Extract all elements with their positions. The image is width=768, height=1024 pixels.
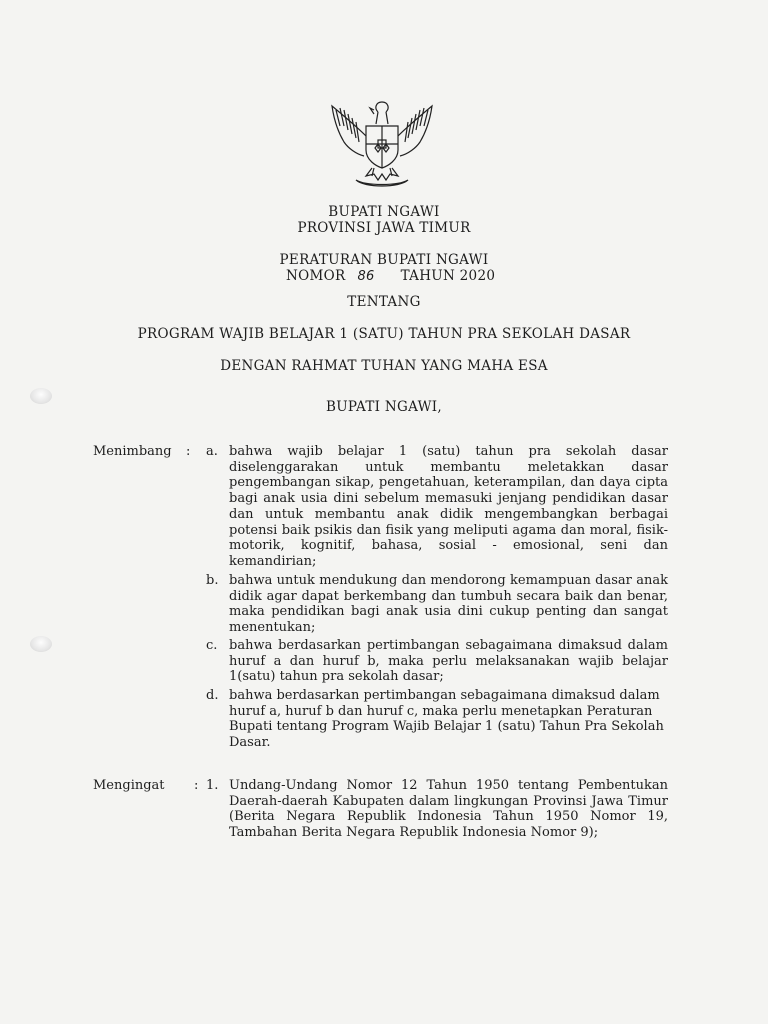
menimbang-label: Menimbang xyxy=(93,444,172,459)
nomor-value: 86 xyxy=(357,269,375,284)
regent-heading: BUPATI NGAWI xyxy=(328,204,440,220)
item-marker: b. xyxy=(206,573,219,588)
item-marker: c. xyxy=(206,638,218,653)
regulation-number-line xyxy=(286,268,495,284)
menimbang-item-d: bahwa berdasarkan pertimbangan sebagaimana dimaksud dalam huruf a, huruf b dan huruf c, maka perlu menetapkan Peraturan Bupati tentang Program Wajib Belajar 1 (satu) Tahun Pra Sekolah Dasar. xyxy=(229,688,664,751)
menimbang-colon: : xyxy=(186,444,191,459)
item-marker: 1. xyxy=(206,778,219,793)
invocation: DENGAN RAHMAT TUHAN YANG MAHA ESA xyxy=(220,358,548,374)
nomor-label: NOMOR xyxy=(286,268,346,284)
item-marker: a. xyxy=(206,444,218,459)
addressee: BUPATI NGAWI, xyxy=(326,399,442,415)
tentang-heading: TENTANG xyxy=(347,294,421,310)
mengingat-colon: : xyxy=(194,778,199,793)
regulation-title: PROGRAM WAJIB BELAJAR 1 (SATU) TAHUN PRA SEKOLAH DASAR xyxy=(137,326,631,342)
menimbang-item-a: bahwa wajib belajar 1 (satu) tahun pra sekolah dasar diselenggarakan untuk membantu meletakkan dasar pengembangan sikap, pengetahuan, keterampilan, dan daya cipta bagi anak usia dini sebelum memasuki jenjang pendidikan dasar dan untuk membantu anak didik mengembangkan berbagai potensi baik psikis dan fisik yang meliputi agama dan moral, fisik-motorik, kognitif, bahasa, sosial - emosional, seni dan kemandirian; xyxy=(229,444,668,569)
item-marker: d. xyxy=(206,688,219,703)
mengingat-label: Mengingat xyxy=(93,778,165,793)
menimbang-item-b: bahwa untuk mendukung dan mendorong kemampuan dasar anak didik agar dapat berkembang dan tumbuh secara baik dan benar, maka pendidikan bagi anak usia dini cukup penting dan sangat menentukan; xyxy=(229,573,668,636)
garuda-emblem-icon xyxy=(326,96,438,192)
mengingat-item-1: Undang-Undang Nomor 12 Tahun 1950 tentang Pembentukan Daerah-daerah Kabupaten dalam lingkungan Provinsi Jawa Timur (Berita Negara Republik Indonesia Tahun 1950 Nomor 19, Tambahan Berita Negara Republik Indonesia Nomor 9); xyxy=(229,778,668,841)
punch-hole xyxy=(30,636,52,652)
regulation-heading: PERATURAN BUPATI NGAWI xyxy=(279,252,489,268)
menimbang-item-c: bahwa berdasarkan pertimbangan sebagaimana dimaksud dalam huruf a dan huruf b, maka perlu melaksanakan wajib belajar 1(satu) tahun pra sekolah dasar; xyxy=(229,638,668,685)
province-heading: PROVINSI JAWA TIMUR xyxy=(297,220,471,236)
tahun-label: TAHUN 2020 xyxy=(400,268,496,284)
